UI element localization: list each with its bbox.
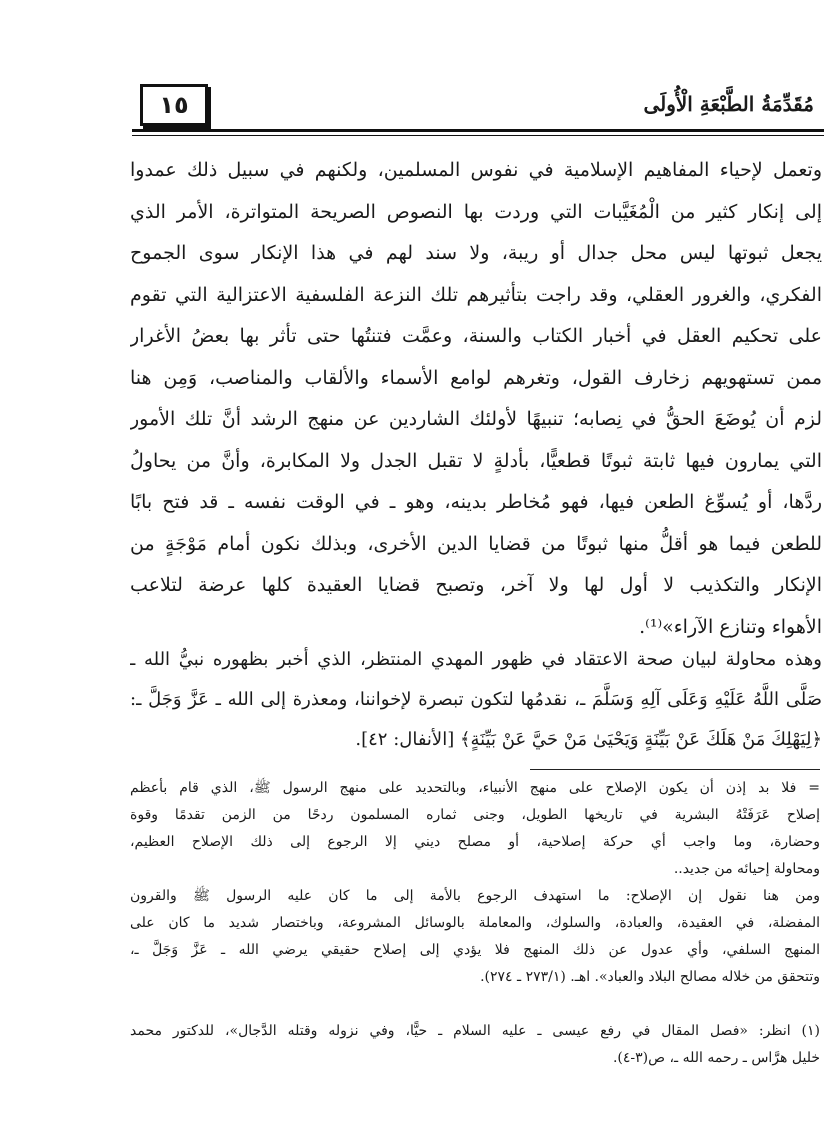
footnote-line: وتتحقق من خلاله مصالح البلاد والعباد». اهـ. (٢٧٣/١ ـ ٢٧٤). — [480, 969, 820, 985]
text-line: صَلَّى اللَّهُ عَلَيْهِ وَعَلَى آلِهِ وَسَلَّمَ ـ، نقدمُها لتكون تبصرة لإخواننا، ومعذرة إلى الله ـ عَزَّ وَجَلَّ ـ: — [130, 689, 822, 710]
footnote-line: (١) انظر: «فصل المقال في رفع عيسى ـ عليه السلام ـ حيًّا، وفي نزوله وقتله الدَّجال»، للدكتور محمد — [130, 1023, 820, 1039]
running-title: مُقَدِّمَةُ الطَّبْعَةِ الْأُولَى — [643, 92, 814, 116]
footnote-line: المنهج السلفي، وأي عدول عن ذلك المنهج فلا يؤدي إلى إصلاح حقيقي يرضي الله ـ عَزَّ وَجَلَّ ـ، — [130, 942, 820, 958]
footnote-second-paragraph — [130, 883, 820, 991]
text-line: لزم أن يُوضَعَ الحقُّ في نِصابه؛ تنبيهًا لأولئك الشاردين عن منهج الرشد أنَّ تلك الأمور — [130, 408, 822, 430]
page-header — [128, 78, 824, 134]
body-paragraph-2 — [130, 640, 822, 760]
footnote-continuation — [130, 775, 820, 883]
text-line: يجعل ثبوتها ليس محل جدال أو ريبة، ولا سند لهم في هذا الإنكار سوى الجموح — [130, 242, 822, 264]
body-paragraph-1 — [130, 150, 822, 648]
footnote-line: ومحاولة إحيائه من جديد.. — [673, 861, 820, 877]
text-line: ردَّها، أو يُسوِّغ الطعن فيها، فهو مُخاطر بدينه، وهو ـ في الوقت نفسه ـ قد فتح بابًا — [130, 491, 822, 513]
text-line: الأهواء وتنازع الآراء»⁽¹⁾. — [639, 615, 822, 638]
text-line: الإنكار والتكذيب لا أول لها ولا آخر، وتصبح قضايا العقيدة كلها عرضة لتلاعب — [130, 574, 822, 596]
text-line: إلى إنكار كثير من الْمُغَيَّبات التي وردت بها النصوص الصريحة المتواترة، الأمر الذي — [130, 200, 822, 223]
text-line: التي يمارون فيها ثابتة ثبوتًا قطعيًّا، بأدلةٍ لا تقبل الجدل ولا المكابرة، وأنَّ من يحاولُ — [130, 449, 822, 472]
text-line: على تحكيم العقل في أخبار الكتاب والسنة، وعمَّت فتنتُها حتى تأثر بها بعضُ الأغرار — [130, 325, 822, 347]
text-line: وتعمل لإحياء المفاهيم الإسلامية في نفوس المسلمين، ولكنهم في سبيل ذلك عمدوا — [130, 159, 822, 181]
footnote-separator — [530, 769, 820, 770]
header-rule-thin — [132, 135, 824, 136]
text-line: للطعن فيما هو أقلُّ منها ثبوتًا من قضايا الدين الأخرى، وبذلك نكون أمام مَوْجَةٍ من — [130, 532, 822, 555]
footnote-line: ومن هنا نقول إن الإصلاح: ما استهدف الرجوع بالأمة إلى ما كان عليه الرسول ﷺ والقرون — [130, 888, 820, 904]
footnote-1 — [130, 1018, 820, 1072]
footnote-line: وحضارة، وما واجب أي حركة إصلاحية، أو مصلح ديني إلا الرجوع إلى ذلك الإصلاح العظيم، — [130, 834, 820, 850]
footnote-line: المفضلة، في العقيدة، والعبادة، والسلوك، والمعاملة بالوسائل المشروعة، وباختصار شديد ما كان على — [130, 915, 820, 931]
text-line: وهذه محاولة لبيان صحة الاعتقاد في ظهور المهدي المنتظر، الذي أخبر بظهوره نبيُّ الله ـ — [130, 649, 822, 670]
quran-verse-line: ﴿لِيَهْلِكَ مَنْ هَلَكَ عَنْ بَيِّنَةٍ وَيَحْيَىٰ مَنْ حَيَّ عَنْ بَيِّنَةٍ﴾ [الأنفال: ٤٢]. — [355, 729, 822, 750]
header-rule — [132, 129, 824, 132]
page-number: ١٥ — [140, 84, 208, 126]
footnote-line: إصلاح عَرَفَتْهُ البشرية في تاريخها الطويل، وجنى ثماره المسلمون ردحًا من الزمن تقدمًا وقوة — [130, 807, 820, 823]
footnote-line: خليل هرَّاس ـ رحمه الله ـ، ص(٣-٤). — [612, 1050, 820, 1066]
text-line: الفكري، والغرور العقلي، وقد راجت بتأثيرهم تلك النزعة الفلسفية الاعتزالية التي تقوم — [130, 283, 822, 306]
footnote-line: = فلا بد إذن أن يكون الإصلاح على منهج الأنبياء، وبالتحديد على منهج الرسول ﷺ، الذي قام بأعظم — [130, 780, 820, 796]
text-line: ممن تستهويهم زخارف القول، وتغرهم لوامع الأسماء والألقاب والمناصب، وَمِن هنا — [130, 366, 822, 389]
